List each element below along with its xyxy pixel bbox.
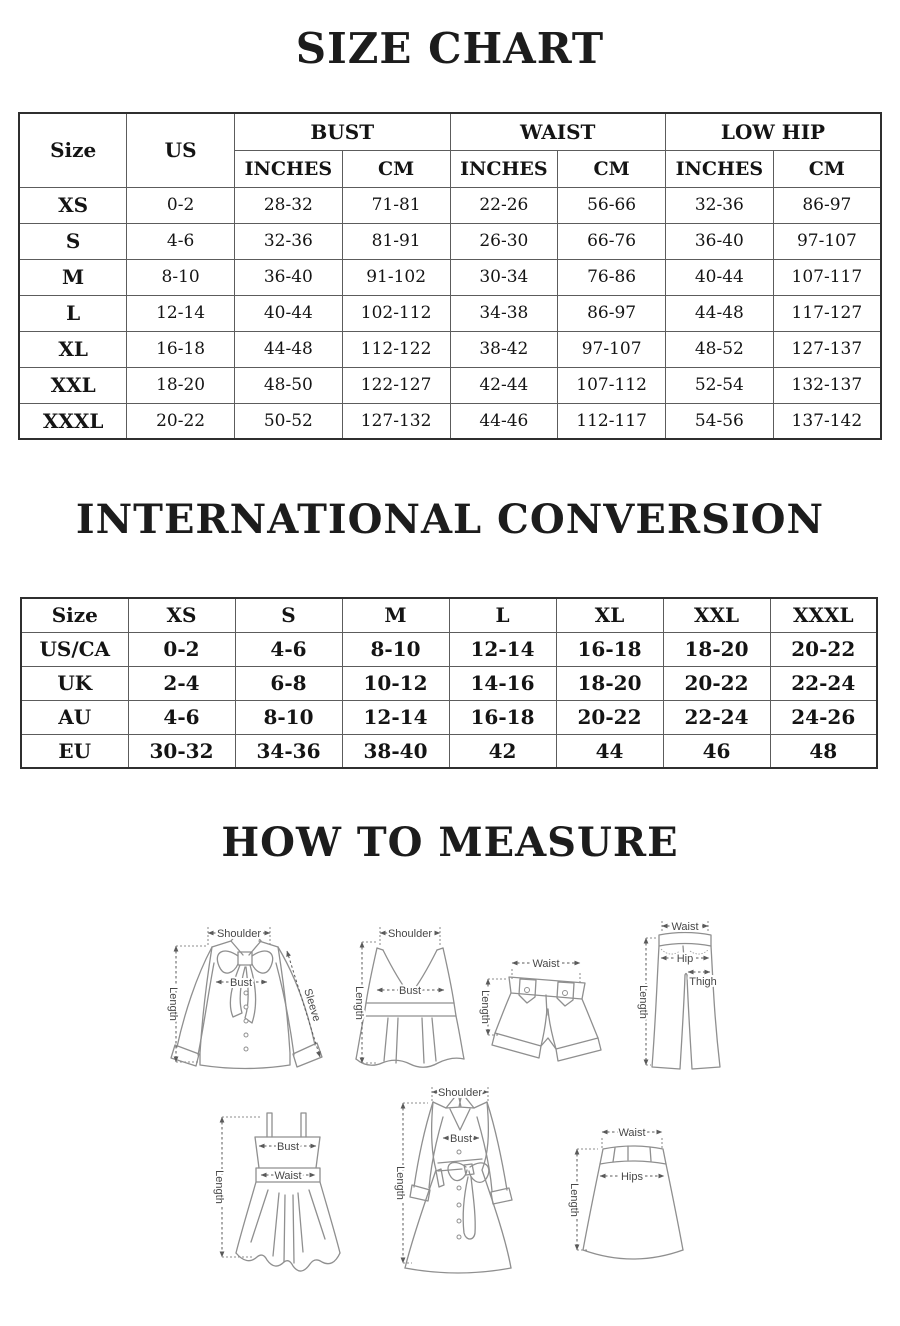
table-cell: EU — [21, 734, 128, 768]
table-cell: 86-97 — [558, 295, 666, 331]
skirt-hips-label: Hips — [620, 1171, 644, 1184]
table-cell: 48-52 — [666, 331, 774, 367]
table-row — [19, 295, 881, 331]
table-cell: 0-2 — [128, 632, 235, 666]
shorts-length-label: Length — [479, 990, 491, 1025]
col-header-bust-cm: CM — [342, 150, 450, 187]
diagram-dress — [213, 1113, 340, 1271]
pants-hip-label: Hip — [676, 953, 694, 966]
size-chart-table — [18, 112, 882, 440]
table-cell: 8-10 — [235, 700, 342, 734]
table-cell: 132-137 — [773, 367, 881, 403]
col-header-xxl: XXL — [663, 598, 770, 632]
table-cell: 30-34 — [450, 259, 558, 295]
table-cell: 18-20 — [127, 367, 235, 403]
table-cell: 16-18 — [449, 700, 556, 734]
coat-length-label: Length — [394, 1166, 406, 1201]
table-cell: 22-24 — [663, 700, 770, 734]
table-row — [21, 598, 877, 632]
table-cell: 48 — [770, 734, 877, 768]
table-cell: 44 — [556, 734, 663, 768]
tank-length-label: Length — [353, 986, 365, 1021]
pants-thigh-label: Thigh — [689, 976, 717, 989]
diagram-blouse — [167, 927, 323, 1069]
col-header-waist-inches: INCHES — [450, 150, 558, 187]
table-cell: 4-6 — [127, 223, 235, 259]
table-cell: 18-20 — [556, 666, 663, 700]
table-row — [19, 331, 881, 367]
skirt-waist-label: Waist — [618, 1127, 646, 1140]
table-row — [21, 734, 877, 768]
table-cell: 12-14 — [127, 295, 235, 331]
col-header-xl: XL — [556, 598, 663, 632]
table-cell: UK — [21, 666, 128, 700]
table-cell: XXXL — [19, 403, 127, 439]
col-header-bust: BUST — [235, 113, 451, 150]
table-cell: 66-76 — [558, 223, 666, 259]
blouse-sleeve-label: Sleeve — [301, 987, 323, 1024]
table-row — [19, 113, 881, 150]
table-cell: 117-127 — [773, 295, 881, 331]
table-cell: 50-52 — [235, 403, 343, 439]
table-cell: 71-81 — [342, 187, 450, 223]
blouse-length-label: Length — [167, 987, 179, 1022]
table-cell: 122-127 — [342, 367, 450, 403]
table-cell: 0-2 — [127, 187, 235, 223]
dress-length-label: Length — [213, 1170, 225, 1205]
table-cell: 30-32 — [128, 734, 235, 768]
shorts-waist-label: Waist — [532, 958, 560, 971]
dress-waist-label: Waist — [274, 1170, 302, 1183]
col-header-l: L — [449, 598, 556, 632]
col-header-low-hip: LOW HIP — [666, 113, 882, 150]
table-cell: 112-117 — [558, 403, 666, 439]
col-header-bust-inches: INCHES — [235, 150, 343, 187]
table-cell: 16-18 — [556, 632, 663, 666]
table-row — [19, 403, 881, 439]
table-cell: S — [19, 223, 127, 259]
table-cell: 42-44 — [450, 367, 558, 403]
col-header-hip-inches: INCHES — [666, 150, 774, 187]
table-cell: US/CA — [21, 632, 128, 666]
table-cell: 28-32 — [235, 187, 343, 223]
table-cell: 38-42 — [450, 331, 558, 367]
table-cell: AU — [21, 700, 128, 734]
table-cell: 127-137 — [773, 331, 881, 367]
table-cell: 4-6 — [128, 700, 235, 734]
table-cell: 10-12 — [342, 666, 449, 700]
table-cell: 20-22 — [663, 666, 770, 700]
skirt-length-label: Length — [568, 1183, 580, 1218]
col-header-us: US — [127, 113, 235, 187]
table-cell: 54-56 — [666, 403, 774, 439]
dress-bust-label: Bust — [276, 1141, 300, 1154]
col-header-xs: XS — [128, 598, 235, 632]
table-cell: 102-112 — [342, 295, 450, 331]
table-cell: 36-40 — [235, 259, 343, 295]
pants-waist-label: Waist — [671, 921, 699, 934]
table-cell: 12-14 — [342, 700, 449, 734]
table-cell: 14-16 — [449, 666, 556, 700]
size-chart-title: SIZE CHART — [295, 24, 605, 73]
table-cell: 8-10 — [342, 632, 449, 666]
blouse-shoulder-label: Shoulder — [216, 928, 262, 941]
table-cell: 107-117 — [773, 259, 881, 295]
table-cell: XL — [19, 331, 127, 367]
table-cell: 97-107 — [558, 331, 666, 367]
table-cell: 46 — [663, 734, 770, 768]
table-cell: 52-54 — [666, 367, 774, 403]
table-cell: 44-46 — [450, 403, 558, 439]
table-cell: 112-122 — [342, 331, 450, 367]
table-cell: 20-22 — [770, 632, 877, 666]
coat-shoulder-label: Shoulder — [437, 1087, 483, 1100]
col-header-xxxl: XXXL — [770, 598, 877, 632]
table-cell: 18-20 — [663, 632, 770, 666]
diagram-shorts — [479, 958, 601, 1061]
table-cell: M — [19, 259, 127, 295]
col-header-s: S — [235, 598, 342, 632]
table-cell: 12-14 — [449, 632, 556, 666]
col-header-size: Size — [19, 113, 127, 187]
col-header-m: M — [342, 598, 449, 632]
table-row — [19, 367, 881, 403]
conversion-table — [20, 597, 878, 769]
table-cell: 32-36 — [666, 187, 774, 223]
table-cell: 107-112 — [558, 367, 666, 403]
table-cell: 44-48 — [235, 331, 343, 367]
table-cell: 38-40 — [342, 734, 449, 768]
table-cell: 42 — [449, 734, 556, 768]
table-cell: 40-44 — [235, 295, 343, 331]
table-cell: 34-38 — [450, 295, 558, 331]
table-cell: 24-26 — [770, 700, 877, 734]
table-cell: 32-36 — [235, 223, 343, 259]
diagram-pants — [637, 921, 720, 1069]
table-row — [19, 187, 881, 223]
table-cell: 91-102 — [342, 259, 450, 295]
table-cell: 86-97 — [773, 187, 881, 223]
table-cell: 2-4 — [128, 666, 235, 700]
col-header-size: Size — [21, 598, 128, 632]
table-cell: 44-48 — [666, 295, 774, 331]
conversion-title: INTERNATIONAL CONVERSION — [75, 496, 825, 544]
table-cell: 36-40 — [666, 223, 774, 259]
table-cell: 34-36 — [235, 734, 342, 768]
table-cell: 20-22 — [556, 700, 663, 734]
table-cell: 20-22 — [127, 403, 235, 439]
pants-length-label: Length — [637, 985, 649, 1020]
table-row — [19, 223, 881, 259]
table-cell: 6-8 — [235, 666, 342, 700]
col-header-waist: WAIST — [450, 113, 666, 150]
table-cell: 81-91 — [342, 223, 450, 259]
table-cell: 4-6 — [235, 632, 342, 666]
table-row — [21, 632, 877, 666]
tank-bust-label: Bust — [398, 985, 422, 998]
table-row — [19, 259, 881, 295]
table-cell: 26-30 — [450, 223, 558, 259]
how-to-measure-title: HOW TO MEASURE — [221, 819, 679, 867]
blouse-bust-label: Bust — [229, 977, 253, 990]
table-cell: 56-66 — [558, 187, 666, 223]
table-cell: 76-86 — [558, 259, 666, 295]
table-cell: 22-24 — [770, 666, 877, 700]
tank-shoulder-label: Shoulder — [387, 928, 433, 941]
how-to-measure-diagrams — [0, 885, 900, 1305]
coat-bust-label: Bust — [449, 1133, 473, 1146]
table-cell: XS — [19, 187, 127, 223]
diagram-tank-top — [353, 927, 464, 1067]
col-header-waist-cm: CM — [558, 150, 666, 187]
table-row — [21, 700, 877, 734]
table-cell: 137-142 — [773, 403, 881, 439]
table-cell: 22-26 — [450, 187, 558, 223]
col-header-hip-cm: CM — [773, 150, 881, 187]
table-cell: XXL — [19, 367, 127, 403]
table-cell: L — [19, 295, 127, 331]
table-row — [21, 666, 877, 700]
diagram-skirt — [568, 1127, 683, 1259]
size-chart-header — [19, 113, 881, 187]
table-cell: 127-132 — [342, 403, 450, 439]
table-cell: 8-10 — [127, 259, 235, 295]
diagram-coat — [394, 1087, 512, 1273]
table-cell: 97-107 — [773, 223, 881, 259]
table-cell: 16-18 — [127, 331, 235, 367]
table-cell: 40-44 — [666, 259, 774, 295]
table-cell: 48-50 — [235, 367, 343, 403]
conversion-header — [21, 598, 877, 632]
